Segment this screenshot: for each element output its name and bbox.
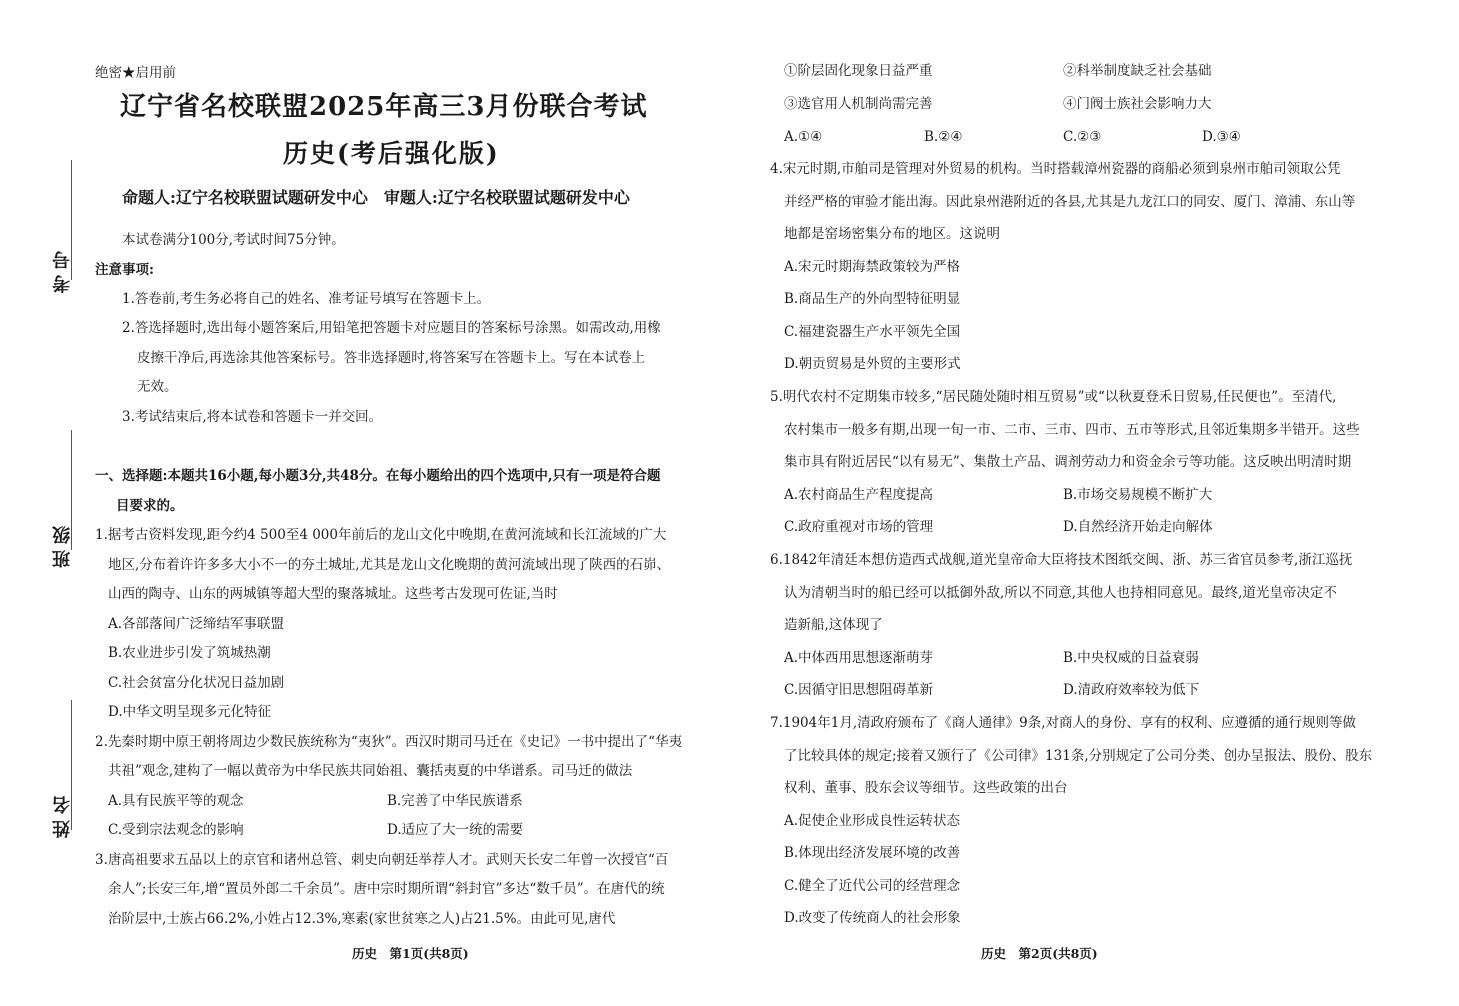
q6-stem-line3: 造新船,这体现了	[784, 617, 883, 633]
q1-option-d: D.中华文明呈现多元化特征	[108, 704, 272, 720]
q4-stem-line1: 4.宋元时期,市舶司是管理对外贸易的机构。当时搭载漳州瓷器的商船必须到泉州市舶司领取公凭	[770, 161, 1341, 177]
secret-mark: 绝密★启用前	[95, 65, 176, 81]
notice-heading: 注意事项:	[95, 262, 154, 278]
q4-option-b: B.商品生产的外向型特征明显	[784, 291, 961, 307]
q2-option-a: A.具有民族平等的观念	[108, 793, 244, 809]
q1-option-c: C.社会贫富分化状况日益加剧	[108, 675, 285, 691]
q5-option-d: D.自然经济开始走向解体	[1063, 519, 1213, 535]
q2-option-c: C.受到宗法观念的影响	[108, 822, 244, 838]
q4-option-d: D.朝贡贸易是外贸的主要形式	[784, 356, 961, 372]
score-note: 本试卷满分100分,考试时间75分钟。	[122, 232, 345, 248]
section-heading-line1: 一、选择题:本题共16小题,每小题3分,共48分。在每小题给出的四个选项中,只有一项是符合题	[95, 468, 661, 484]
q6-option-c: C.因循守旧思想阻碍革新	[784, 682, 934, 698]
q3-statement-3: ③选官用人机制尚需完善	[784, 96, 933, 112]
q7-option-a: A.促使企业形成良性运转状态	[784, 813, 961, 829]
q7-stem-line2: 了比较具体的规定;接着又颁行了《公司律》131条,分别规定了公司分类、创办呈报法、股份、股东	[784, 748, 1373, 764]
q3-stem-line1: 3.唐高祖要求五品以上的京官和诸州总管、刺史向朝廷举荐人才。武则天长安二年曾一次授官“百	[95, 852, 669, 868]
notice-item-3: 3.考试结束后,将本试卷和答题卡一并交回。	[122, 409, 383, 425]
q1-option-a: A.各部落间广泛缔结军事联盟	[108, 616, 285, 632]
q6-stem-line2: 认为清朝当时的船已经可以抵御外敌,所以不同意,其他人也持相同意见。最终,道光皇帝决定不	[784, 585, 1337, 601]
q1-stem-line1: 1.据考古资料发现,距今约4 500至4 000年前后的龙山文化中晚期,在黄河流域和长江流域的广大	[95, 527, 667, 543]
q2-option-d: D.适应了大一统的需要	[387, 822, 524, 838]
exam-no-label: 考号	[52, 245, 73, 293]
q5-option-b: B.市场交易规模不断扩大	[1063, 487, 1213, 503]
q3-option-d: D.③④	[1202, 129, 1241, 145]
q7-option-c: C.健全了近代公司的经营理念	[784, 878, 961, 894]
notice-item-1: 1.答卷前,考生务必将自己的姓名、准考证号填写在答题卡上。	[122, 291, 491, 307]
page-footer-right: 历史 第2页(共8页)	[981, 946, 1098, 961]
exam-subtitle: 历史(考后强化版)	[283, 139, 500, 168]
name-label: 姓名	[52, 790, 73, 838]
q3-stem-line2: 余人”;长安三年,增“置员外郎二千余员”。唐中宗时期所谓“斜封官”多达“数千员”。在唐代的统	[108, 881, 665, 897]
q1-stem-line2: 地区,分布着许许多多大小不一的夯土城址,尤其是龙山文化晚期的黄河流域出现了陕西的石峁、	[108, 557, 671, 573]
q5-option-c: C.政府重视对市场的管理	[784, 519, 934, 535]
q6-option-b: B.中央权威的日益衰弱	[1063, 650, 1199, 666]
q2-option-b: B.完善了中华民族谱系	[387, 793, 523, 809]
q5-stem-line2: 农村集市一般多有期,出现一旬一市、二市、三市、四市、五市等形式,且邻近集期多半错开。这些	[784, 422, 1360, 438]
q3-statement-4: ④门阀士族社会影响力大	[1063, 96, 1212, 112]
q7-option-d: D.改变了传统商人的社会形象	[784, 910, 961, 926]
q4-stem-line3: 地都是窑场密集分布的地区。这说明	[784, 226, 1000, 242]
q1-option-b: B.农业进步引发了筑城热潮	[108, 645, 271, 661]
notice-item-2-line3: 无效。	[137, 379, 178, 395]
q5-stem-line1: 5.明代农村不定期集市较多,“居民随处随时相互贸易”或“以秋夏登禾日贸易,任民便也”。至清代,	[770, 389, 1337, 405]
q4-stem-line2: 并经严格的审验才能出海。因此泉州港附近的各县,尤其是九龙江口的同安、厦门、漳浦、东山等	[784, 194, 1356, 210]
q6-option-a: A.中体西用思想逐渐萌芽	[784, 650, 934, 666]
q3-statement-1: ①阶层固化现象日益严重	[784, 63, 933, 79]
q6-stem-line1: 6.1842年清廷本想仿造西式战舰,道光皇帝命大臣将技术图纸交闽、浙、苏三省官员参考,浙江巡抚	[770, 552, 1353, 568]
q4-option-c: C.福建瓷器生产水平领先全国	[784, 324, 961, 340]
notice-item-2-line1: 2.答选择题时,选出每小题答案后,用铅笔把答题卡对应题目的答案标号涂黑。如需改动,用橡	[122, 320, 661, 336]
q6-option-d: D.清政府效率较为低下	[1063, 682, 1200, 698]
q4-option-a: A.宋元时期海禁政策较为严格	[784, 259, 961, 275]
q5-option-a: A.农村商品生产程度提高	[784, 487, 934, 503]
q7-stem-line1: 7.1904年1月,清政府颁布了《商人通律》9条,对商人的身份、享有的权利、应遵循的通行规则等做	[770, 715, 1356, 731]
class-label: 班级	[52, 520, 73, 568]
q3-option-c: C.②③	[1063, 129, 1102, 145]
q1-stem-line3: 山西的陶寺、山东的两城镇等超大型的聚落城址。这些考古发现可佐证,当时	[108, 586, 558, 602]
section-heading-line2: 目要求的。	[116, 498, 184, 514]
exam-title: 辽宁省名校联盟2025年高三3月份联合考试	[120, 92, 648, 122]
page-footer-left: 历史 第1页(共8页)	[352, 946, 469, 961]
q7-option-b: B.体现出经济发展环境的改善	[784, 845, 961, 861]
authors-line: 命题人:辽宁名校联盟试题研发中心 审题人:辽宁名校联盟试题研发中心	[122, 188, 630, 207]
q3-option-b: B.②④	[924, 129, 963, 145]
notice-item-2-line2: 皮擦干净后,再选涂其他答案标号。答非选择题时,将答案写在答题卡上。写在本试卷上	[137, 350, 646, 366]
q7-stem-line3: 权利、董事、股东会议等细节。这些政策的出台	[784, 780, 1068, 796]
q3-statement-2: ②科举制度缺乏社会基础	[1063, 63, 1212, 79]
q3-stem-line3: 治阶层中,士族占66.2%,小姓占12.3%,寒素(家世贫寒之人)占21.5%。由此可见,唐代	[108, 911, 616, 927]
q5-stem-line3: 集市具有附近居民“以有易无”、集散土产品、调剂劳动力和资金余亏等功能。这反映出明清时期	[784, 454, 1352, 470]
q2-stem-line2: 共祖”观念,建构了一幅以黄帝为中华民族共同始祖、囊括夷夏的中华谱系。司马迁的做法	[108, 763, 633, 779]
q2-stem-line1: 2.先秦时期中原王朝将周边少数民族统称为“夷狄”。西汉时期司马迁在《史记》一书中提出了“华夷	[95, 734, 683, 750]
q3-option-a: A.①④	[784, 129, 823, 145]
